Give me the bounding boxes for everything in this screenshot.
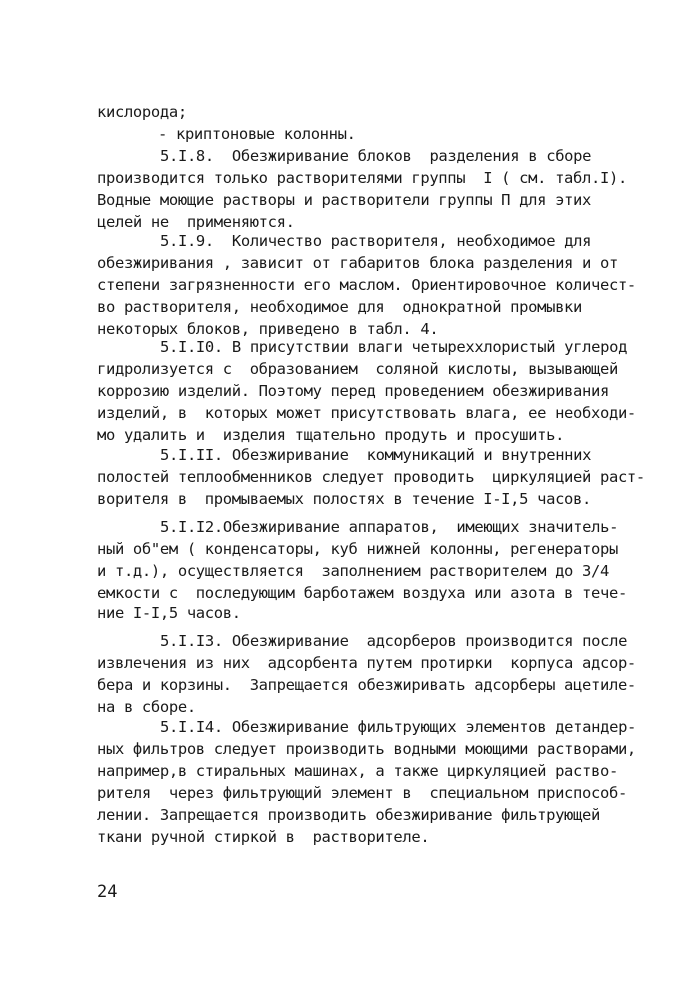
- text-line: ние I-I,5 часов.: [97, 604, 241, 622]
- paragraph-5-1-10-first-line: 5.I.I0. В присутствии влаги четыреххлористый углерод: [160, 338, 628, 356]
- text-line: мо удалить и изделия тщательно продуть и просушить.: [97, 426, 565, 444]
- text-line: некоторых блоков, приведено в табл. 4.: [97, 320, 439, 338]
- text-line: коррозию изделий. Поэтому перед проведением обезжиривания: [97, 382, 609, 400]
- paragraph-5-1-14-first-line: 5.I.I4. Обезжиривание фильтрующих элементов детандер-: [160, 718, 637, 736]
- text-line: бера и корзины. Запрещается обезжиривать адсорберы ацетиле-: [97, 676, 636, 694]
- text-line: степени загрязненности его маслом. Ориентировочное количест-: [97, 276, 636, 294]
- paragraph-5-1-12-first-line: 5.I.I2.Обезжиривание аппаратов, имеющих значитель-: [160, 518, 619, 536]
- text-line: производится только растворителями группы I ( см. табл.I).: [97, 169, 627, 187]
- text-line: ный об"ем ( конденсаторы, куб нижней колонны, регенераторы: [97, 540, 618, 558]
- text-line: полостей теплообменников следует проводить циркуляцией раст-: [97, 468, 645, 486]
- text-line: ворителя в промываемых полостях в течение I-I,5 часов.: [97, 490, 591, 508]
- paragraph-5-1-13-first-line: 5.I.I3. Обезжиривание адсорберов производится после: [160, 632, 628, 650]
- text-line: Водные моющие растворы и растворители группы П для этих: [97, 191, 591, 209]
- text-line: извлечения из них адсорбента путем протирки корпуса адсор-: [97, 654, 636, 672]
- text-line: лении. Запрещается производить обезжиривание фильтрующей: [97, 806, 600, 824]
- text-line: на в сборе.: [97, 698, 196, 716]
- text-line: емкости с последующим барботажем воздуха или азота в тече-: [97, 584, 627, 602]
- text-line: ткани ручной стиркой в растворителе.: [97, 828, 430, 846]
- text-line: гидролизуется с образованием соляной кислоты, вызывающей: [97, 360, 618, 378]
- text-line: - криптоновые колонны.: [158, 125, 356, 143]
- text-line: целей не применяются.: [97, 213, 295, 231]
- text-line: во растворителя, необходимое для однократной промывки: [97, 298, 583, 316]
- page-number: 24: [97, 882, 118, 902]
- text-line: ных фильтров следует производить водными моющими растворами,: [97, 740, 636, 758]
- text-line: изделий, в которых может присутствовать влага, ее необходи-: [97, 404, 636, 422]
- paragraph-5-1-9-first-line: 5.I.9. Количество растворителя, необходимое для: [160, 232, 592, 250]
- text-line: рителя через фильтрующий элемент в специальном приспособ-: [97, 784, 627, 802]
- text-line: обезжиривания , зависит от габаритов блока разделения и от: [97, 254, 618, 272]
- paragraph-5-1-11-first-line: 5.I.II. Обезжиривание коммуникаций и внутренних: [160, 446, 592, 464]
- text-line: и т.д.), осуществляется заполнением растворителем до 3/4: [97, 562, 609, 580]
- text-line: кислорода;: [97, 103, 187, 121]
- paragraph-5-1-8-first-line: 5.I.8. Обезжиривание блоков разделения в сборе: [160, 147, 592, 165]
- text-line: например,в стиральных машинах, а также циркуляцией раство-: [97, 762, 618, 780]
